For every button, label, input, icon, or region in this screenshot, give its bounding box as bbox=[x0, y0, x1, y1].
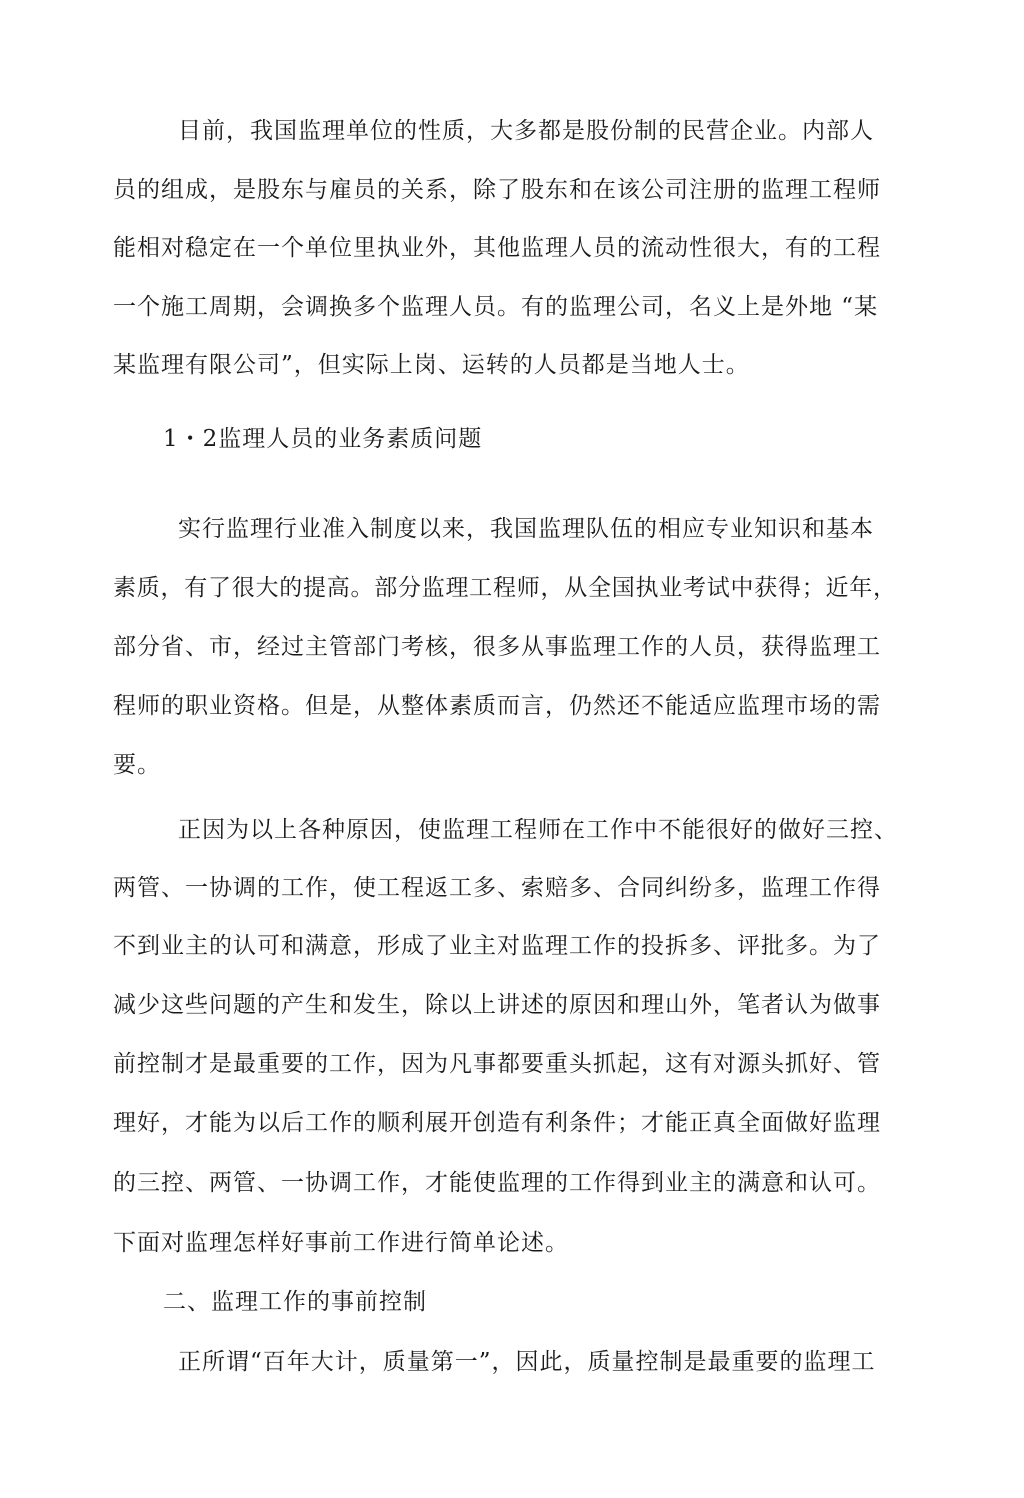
text-line: 要。 bbox=[113, 752, 161, 778]
text-line: 前控制才是最重要的工作，因为凡事都要重头抓起，这有对源头抓好、管 bbox=[113, 1051, 881, 1077]
text-line: 某监理有限公司”，但实际上岗、运转的人员都是当地人士。 bbox=[113, 352, 750, 378]
text-line: 下面对监理怎样好事前工作进行简单论述。 bbox=[113, 1230, 569, 1256]
text-line: 一个施工周期，会调换多个监理人员。有的监理公司，名义上是外地 “某 bbox=[113, 294, 879, 320]
text-line: 正所谓“百年大计，质量第一”，因此，质量控制是最重要的监理工 bbox=[178, 1349, 876, 1375]
text-line: 实行监理行业准入制度以来，我国监理队伍的相应专业知识和基本 bbox=[178, 516, 874, 542]
text-line: 能相对稳定在一个单位里执业外，其他监理人员的流动性很大，有的工程 bbox=[113, 235, 881, 261]
text-line: 部分省、市，经过主管部门考核，很多从事监理工作的人员，获得监理工 bbox=[113, 634, 881, 660]
section-heading: 1・2监理人员的业务素质问题 bbox=[163, 426, 483, 452]
section-heading: 二、监理工作的事前控制 bbox=[163, 1289, 427, 1315]
text-line: 不到业主的认可和满意，形成了业主对监理工作的投拆多、评批多。为了 bbox=[113, 933, 881, 959]
text-line: 的三控、两管、一协调工作，才能使监理的工作得到业主的满意和认可。 bbox=[113, 1170, 881, 1196]
text-line: 员的组成，是股东与雇员的关系，除了股东和在该公司注册的监理工程师 bbox=[113, 177, 881, 203]
text-line: 正因为以上各种原因，使监理工程师在工作中不能很好的做好三控、 bbox=[178, 817, 898, 843]
text-line: 两管、一协调的工作，使工程返工多、索赔多、合同纠纷多，监理工作得 bbox=[113, 875, 881, 901]
text-line: 理好，才能为以后工作的顺利展开创造有利条件；才能正真全面做好监理 bbox=[113, 1110, 881, 1136]
text-line: 减少这些问题的产生和发生，除以上讲述的原因和理山外，笔者认为做事 bbox=[113, 992, 881, 1018]
text-line: 素质，有了很大的提高。部分监理工程师，从全国执业考试中获得；近年， bbox=[113, 575, 897, 601]
text-line: 目前，我国监理单位的性质，大多都是股份制的民营企业。内部人 bbox=[178, 118, 874, 144]
text-line: 程师的职业资格。但是，从整体素质而言，仍然还不能适应监理市场的需 bbox=[113, 693, 881, 719]
